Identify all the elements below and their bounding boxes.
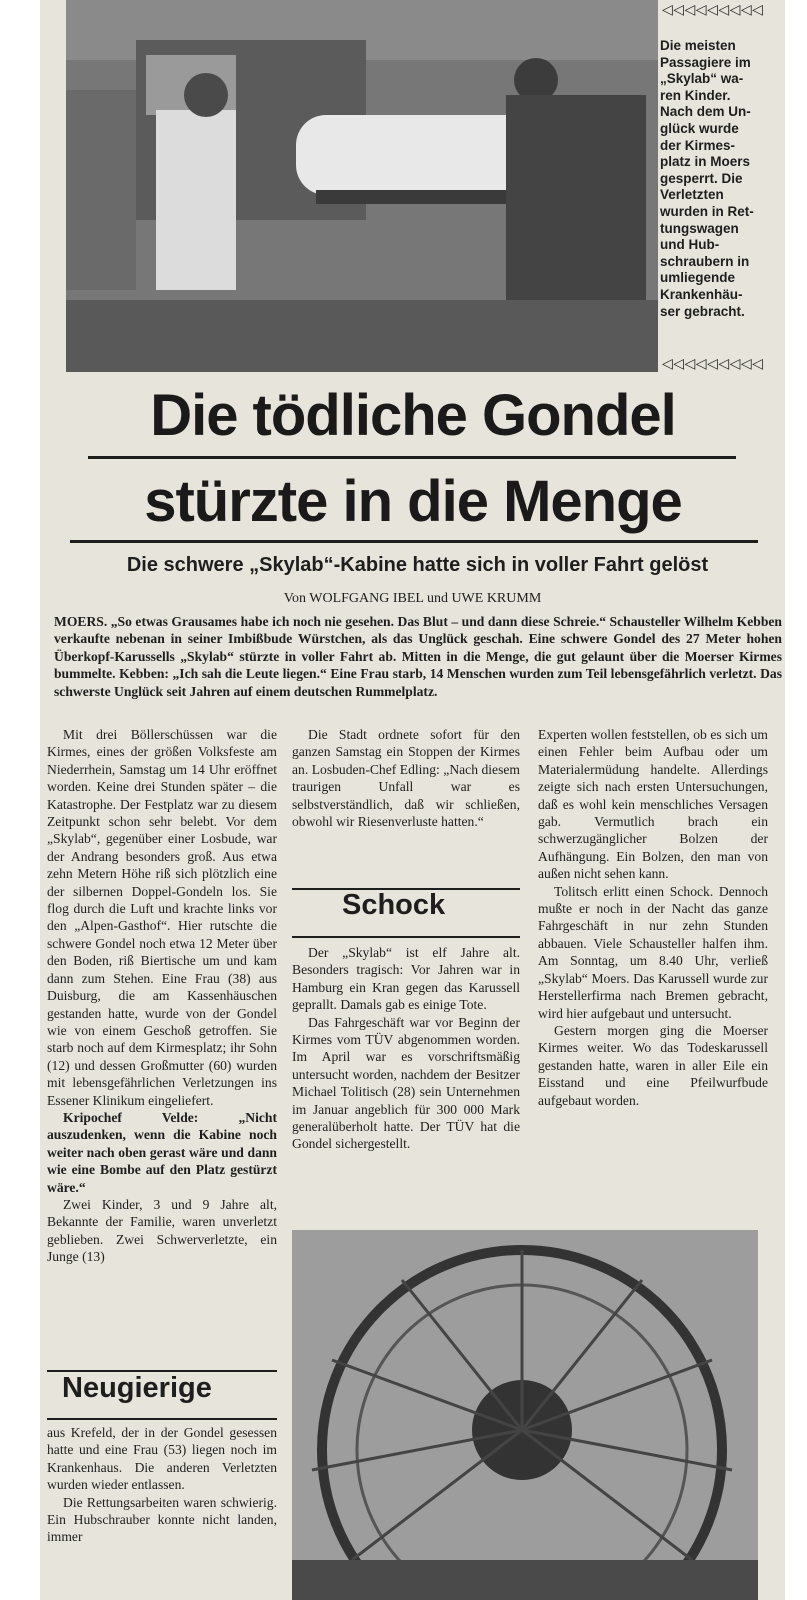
- column-3: [538, 726, 768, 1109]
- caption-arrows-top: ◁◁◁◁◁◁◁◁◁: [662, 2, 764, 18]
- photo-caption: Die meisten Passagiere im „Skylab“ wa- ren Kinder. Nach dem Un- glück wurde der Kirmes- platz in Moers gesperrt. Die Verletzten wurden in Ret- tungswagen und Hub- schraubern in umliegende Krankenhäu- ser gebracht.: [660, 38, 754, 319]
- carousel-photo: [292, 1230, 758, 1600]
- col1-paragraph-4: aus Krefeld, der in der Gondel gesessen hatte und eine Frau (53) liegen noch im Krankenhaus. Die anderen Verletzten wurden wieder entlassen.: [47, 1425, 277, 1493]
- column-1: [47, 726, 277, 1266]
- lead-paragraph: MOERS. „So etwas Grausames habe ich noch nie gesehen. Das Blut – und dann diese Schreie.“ Schausteller Wilhelm Kebben verkaufte nebenan in seiner Imbißbude Würstchen, als das Unglück geschah. Eine schwere Gondel des 27 Meter hohen Überkopf-Karussells „Skylab“ stürzte in voller Fahrt ab. Mitten in die Menge, die gut gelaunt über die Moerser Kirmes bummelte. Kebben: „Ich sah die Leute liegen.“ Eine Frau starb, 14 Menschen wurden zum Teil lebensgefährlich verletzt. Das schwerste Unglück seit Jahren auf einem deutschen Rummelplatz.: [54, 614, 782, 699]
- col3-paragraph-1: Experten wollen feststellen, ob es sich um einen Fehler beim Aufbau oder um Materialermüdung handelte. Allerdings zeigte sich nach ersten Untersuchungen, daß es wohl kein menschliches Versagen gab. Vermutlich brach ein schwerzugänglicher Bolzen der Aufhängung. Ein Bolzen, den man von außen nicht sehen kann.: [538, 727, 768, 882]
- subheadline: Die schwere „Skylab“-Kabine hatte sich in voller Fahrt gelöst: [126, 554, 709, 576]
- col2-paragraph-2: Der „Skylab“ ist elf Jahre alt. Besonders tragisch: Vor Jahren war in Hamburg ein Kran gegen das Karussell geprallt. Damals gab es einige Tote.: [292, 945, 520, 1013]
- col2-heading-rule-bottom: [292, 936, 520, 938]
- col1-paragraph-3: Zwei Kinder, 3 und 9 Jahre alt, Bekannte der Familie, waren unverletzt geblieben. Zwei Schwerverletzte, ein Junge (13): [47, 1196, 277, 1265]
- subheading-schock: Schock: [342, 889, 446, 921]
- col3-paragraph-3: Gestern morgen ging die Moerser Kirmes weiter. Wo das Todeskarussell gestanden hatte, waren in aller Eile ein Eisstand und eine Pfeilwurfbude aufgebaut worden.: [538, 1022, 768, 1108]
- col1-quote-velde: Kripochef Velde: „Nicht auszudenken, wenn die Kabine noch weiter nach oben gerast wäre und dann wie eine Bombe auf den Platz gestürzt wäre.“: [47, 1109, 277, 1195]
- col2-paragraph-1: Die Stadt ordnete sofort für den ganzen Samstag ein Stoppen der Kirmes an. Losbuden-Chef Edling: „Nach diesem traurigen Unfall war es selbstverständlich, daß wir schließen, obwohl wir Riesenverluste hatten.“: [292, 727, 520, 830]
- headline-line-2: stürzte in die Menge: [144, 469, 682, 534]
- caption-arrows-bottom: ◁◁◁◁◁◁◁◁◁: [662, 356, 764, 372]
- col1-paragraph-5: Die Rettungsarbeiten waren schwierig. Ein Hubschrauber konnte nicht landen, immer: [47, 1494, 277, 1545]
- headline-line-1: Die tödliche Gondel: [150, 383, 676, 448]
- headline-rule-2: [70, 540, 758, 543]
- column-2-continued: [292, 944, 520, 1153]
- col3-paragraph-2: Tolitsch erlitt einen Schock. Dennoch mußte er noch in der Nacht das ganze Fahrgeschäft in nur zehn Stunden abbauen. Viele Schausteller halfen ihm. Am Sonntag, um 8.40 Uhr, verließ „Skylab“ Moers. Das Karussell wurde zur Herstellerfirma nach Bremen gebracht, wird hier aufgebaut und untersucht.: [538, 883, 768, 1021]
- subheading-neugierige: Neugierige: [62, 1372, 212, 1404]
- column-2: [292, 726, 520, 830]
- rescue-photo: [66, 0, 658, 372]
- column-1-continued: [47, 1424, 277, 1546]
- headline-rule-1: [88, 456, 736, 459]
- col1-paragraph-1: Mit drei Böllerschüssen war die Kirmes, eines der größen Volksfeste am Niederrhein, Samstag um 14 Uhr eröffnet worden. Keine drei Stunden später – die Katastrophe. Der Festplatz war zu diesem Zeitpunkt schon sehr belebt. Vor dem „Skylab“, gegenüber einer Losbude, war der Andrang besonders groß. Aus etwa zehn Metern Höhe riß sich plötzlich eine der silbernen Doppel-Gondeln los. Sie flog durch die Luft und krachte links vor den „Alpen-Gasthof“. Hier rutschte die schwere Gondel noch etwa 12 Meter über den Boden, riß Biertische um und kam dann zum Stehen. Eine Frau (38) aus Duisburg, die am Kassenhäuschen gestanden hatte, wurde von der Gondel wie von einem Geschoß getroffen. Sie starb noch auf dem Kirmesplatz; ihr Sohn (12) und dessen Großmutter (60) wurden mit lebensgefährlichen Verletzungen ins Essener Klinikum eingeliefert.: [47, 727, 277, 1108]
- byline: Von WOLFGANG IBEL und UWE KRUMM: [283, 591, 542, 606]
- newspaper-clipping: [40, 0, 785, 1600]
- col1-heading-rule-bottom: [47, 1418, 277, 1420]
- col2-paragraph-3: Das Fahrgeschäft war vor Beginn der Kirmes vom TÜV abgenommen worden. Im April war es vorschriftsmäßig untersucht worden, nachdem der Besitzer Michael Tolitisch (28) sein Unternehmen im Januar angeblich für 300 000 Mark generalüberholt hatte. Der TÜV hat die Gondel sichergestellt.: [292, 1014, 520, 1152]
